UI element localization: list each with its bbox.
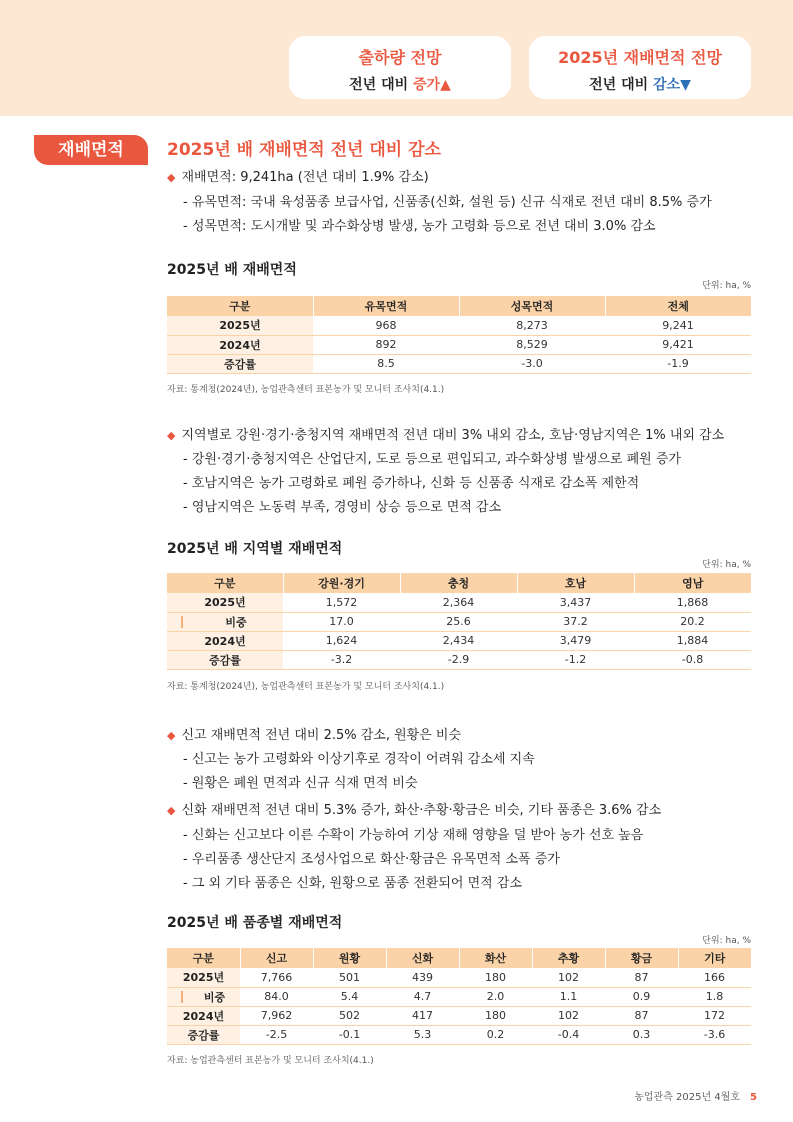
table-cell: -0.8	[634, 650, 751, 669]
column-header: 유목면적	[313, 296, 459, 316]
variety-area-table	[167, 948, 751, 1045]
shipment-forecast-badge	[289, 36, 511, 99]
bullet-item	[167, 799, 661, 818]
column-header: 추황	[532, 948, 605, 968]
table-cell: 166	[678, 968, 751, 987]
table-cell: 1.8	[678, 987, 751, 1006]
table-title: 2025년 배 재배면적	[167, 262, 297, 278]
row-header-label: 비중	[203, 990, 226, 1004]
diamond-bullet-icon: ◆	[167, 171, 176, 184]
row-header: 2025년	[167, 968, 240, 987]
row-header	[167, 612, 283, 631]
sub-item: - 호남지역은 농가 고령화로 폐원 증가하나, 신화 등 신품종 식재로 감소폭 제한적	[183, 476, 640, 491]
row-header: 2025년	[167, 316, 313, 335]
table-cell: 25.6	[400, 612, 517, 631]
table-title: 2025년 배 품종별 재배면적	[167, 915, 343, 931]
column-header: 원황	[313, 948, 386, 968]
table-cell: 1,884	[634, 631, 751, 650]
table-cell: 3,479	[517, 631, 634, 650]
column-header: 기타	[678, 948, 751, 968]
table-header-row	[167, 296, 751, 316]
table-cell: 1,572	[283, 593, 400, 612]
table-row	[167, 1025, 751, 1044]
table-header-row	[167, 573, 751, 593]
area-forecast-badge	[529, 36, 751, 99]
diamond-bullet-icon: ◆	[167, 729, 176, 742]
table-cell: 892	[313, 335, 459, 354]
row-header: 증감률	[167, 1025, 240, 1044]
table-cell: -2.9	[400, 650, 517, 669]
down-arrow-icon: ▼	[680, 77, 691, 93]
sub-item: - 유목면적: 국내 육성품종 보급사업, 신품종(신화, 설원 등) 신규 식재로 전년 대비 8.5% 증가	[183, 195, 712, 210]
row-header: 증감률	[167, 354, 313, 373]
page-footer	[634, 1088, 757, 1103]
table-cell: 4.7	[386, 987, 459, 1006]
table-cell: -3.2	[283, 650, 400, 669]
table-cell: 7,766	[240, 968, 313, 987]
table-cell: -2.5	[240, 1025, 313, 1044]
bullet-text: 신화 재배면적 전년 대비 5.3% 증가, 화산·추황·황금은 비슷, 기타 품종은 3.6% 감소	[181, 803, 662, 818]
column-header: 구분	[167, 296, 313, 316]
diamond-bullet-icon: ◆	[167, 804, 176, 817]
table-cell: 501	[313, 968, 386, 987]
column-header: 구분	[167, 573, 283, 593]
table-cell: 1.1	[532, 987, 605, 1006]
table-row	[167, 335, 751, 354]
table-title: 2025년 배 지역별 재배면적	[167, 541, 343, 557]
row-header: 2024년	[167, 1006, 240, 1025]
column-header: 신고	[240, 948, 313, 968]
publication-name: 농업관측 2025년 4월호	[634, 1092, 741, 1103]
table-row	[167, 1006, 751, 1025]
badge-title: 2025년 재배면적 전망	[558, 48, 722, 67]
sub-item: - 신화는 신고보다 이른 수확이 가능하여 기상 재해 영향을 덜 받아 농가 선호 높음	[183, 828, 644, 843]
table-cell: 37.2	[517, 612, 634, 631]
table-cell: 0.3	[605, 1025, 678, 1044]
row-header: 증감률	[167, 650, 283, 669]
table-cell: 0.2	[459, 1025, 532, 1044]
sub-item: - 신고는 농가 고령화와 이상기후로 경작이 어려워 감소세 지속	[183, 752, 535, 767]
column-header: 화산	[459, 948, 532, 968]
table-row	[167, 316, 751, 335]
table-cell: 5.4	[313, 987, 386, 1006]
table-source: 자료: 통계청(2024년), 농업관측센터 표본농가 및 모니터 조사치(4.1.)	[167, 682, 445, 692]
table-row	[167, 650, 751, 669]
column-header: 강원·경기	[283, 573, 400, 593]
column-header: 충청	[400, 573, 517, 593]
table-cell: 8,529	[459, 335, 605, 354]
table-cell: 102	[532, 968, 605, 987]
sub-item: - 그 외 기타 품종은 신화, 원황으로 품종 전환되어 면적 감소	[183, 876, 522, 891]
table-unit: 단위: ha, %	[702, 936, 751, 946]
badge-summary	[289, 74, 511, 94]
table-cell: 3,437	[517, 593, 634, 612]
table-source: 자료: 통계청(2024년), 농업관측센터 표본농가 및 모니터 조사치(4.1.)	[167, 385, 445, 395]
bullet-item	[167, 166, 429, 185]
table-cell: 968	[313, 316, 459, 335]
column-header: 전체	[605, 296, 751, 316]
table-row	[167, 593, 751, 612]
table-cell: 20.2	[634, 612, 751, 631]
row-header-label: 비중	[225, 615, 247, 629]
table-cell: 8,273	[459, 316, 605, 335]
column-header: 황금	[605, 948, 678, 968]
badge-value: 증가	[413, 77, 441, 93]
table-cell: 172	[678, 1006, 751, 1025]
badge-value: 감소	[653, 77, 681, 93]
table-cell: 87	[605, 968, 678, 987]
table-cell: -0.4	[532, 1025, 605, 1044]
regional-area-table	[167, 573, 751, 670]
table-cell: 1,624	[283, 631, 400, 650]
table-cell: 84.0	[240, 987, 313, 1006]
table-unit: 단위: ha, %	[702, 281, 751, 291]
table-cell: -3.6	[678, 1025, 751, 1044]
table-cell: 102	[532, 1006, 605, 1025]
table-cell: 1,868	[634, 593, 751, 612]
diamond-bullet-icon: ◆	[167, 429, 176, 442]
column-header: 신화	[386, 948, 459, 968]
badge-prefix: 전년 대비	[589, 77, 653, 93]
table-cell: 2.0	[459, 987, 532, 1006]
column-header: 구분	[167, 948, 240, 968]
table-cell: 87	[605, 1006, 678, 1025]
table-cell: 180	[459, 1006, 532, 1025]
section-title: 2025년 배 재배면적 전년 대비 감소	[167, 140, 441, 160]
table-cell: 180	[459, 968, 532, 987]
table-cell: 417	[386, 1006, 459, 1025]
table-cell: 7,962	[240, 1006, 313, 1025]
bullet-text: 신고 재배면적 전년 대비 2.5% 감소, 원황은 비슷	[181, 728, 462, 743]
table-header-row	[167, 948, 751, 968]
column-header: 영남	[634, 573, 751, 593]
up-arrow-icon: ▲	[440, 77, 451, 93]
table-cell: 439	[386, 968, 459, 987]
bullet-item	[167, 424, 724, 443]
sub-item: - 영남지역은 노동력 부족, 경영비 상승 등으로 면적 감소	[183, 500, 502, 515]
sub-item: - 성목면적: 도시개발 및 과수화상병 발생, 농가 고령화 등으로 전년 대비 3.0% 감소	[183, 219, 656, 234]
table-cell: 0.9	[605, 987, 678, 1006]
bullet-text: 지역별로 강원·경기·충청지역 재배면적 전년 대비 3% 내외 감소, 호남·영남지역은 1% 내외 감소	[181, 428, 725, 443]
table-cell: 8.5	[313, 354, 459, 373]
table-row	[167, 968, 751, 987]
badge-summary	[529, 74, 751, 94]
bullet-text: 재배면적: 9,241ha (전년 대비 1.9% 감소)	[181, 170, 429, 185]
table-cell: 502	[313, 1006, 386, 1025]
table-cell: -0.1	[313, 1025, 386, 1044]
table-cell: -1.9	[605, 354, 751, 373]
row-header: 2025년	[167, 593, 283, 612]
sub-item: - 강원·경기·충청지역은 산업단지, 도로 등으로 편입되고, 과수화상병 발생으로 폐원 증가	[183, 452, 681, 467]
table-row	[167, 354, 751, 373]
table-source: 자료: 농업관측센터 표본농가 및 모니터 조사치(4.1.)	[167, 1056, 374, 1066]
table-row	[167, 987, 751, 1006]
area-table	[167, 296, 751, 374]
table-cell: 9,421	[605, 335, 751, 354]
table-cell: 2,434	[400, 631, 517, 650]
table-cell: -1.2	[517, 650, 634, 669]
table-cell: -3.0	[459, 354, 605, 373]
table-cell: 5.3	[386, 1025, 459, 1044]
column-header: 성목면적	[459, 296, 605, 316]
column-header: 호남	[517, 573, 634, 593]
bullet-item	[167, 724, 461, 743]
row-header	[167, 987, 240, 1006]
sub-item: - 원황은 폐원 면적과 신규 식재 면적 비슷	[183, 776, 418, 791]
table-cell: 9,241	[605, 316, 751, 335]
table-cell: 2,364	[400, 593, 517, 612]
section-tag: 재배면적	[34, 135, 148, 165]
row-header: 2024년	[167, 631, 283, 650]
table-unit: 단위: ha, %	[702, 560, 751, 570]
page-number: 5	[750, 1092, 757, 1103]
sub-item: - 우리품종 생산단지 조성사업으로 화산·황금은 유목면적 소폭 증가	[183, 852, 560, 867]
table-row	[167, 612, 751, 631]
row-header: 2024년	[167, 335, 313, 354]
badge-prefix: 전년 대비	[349, 77, 413, 93]
table-cell: 17.0	[283, 612, 400, 631]
badge-title: 출하량 전망	[358, 48, 442, 67]
table-row	[167, 631, 751, 650]
